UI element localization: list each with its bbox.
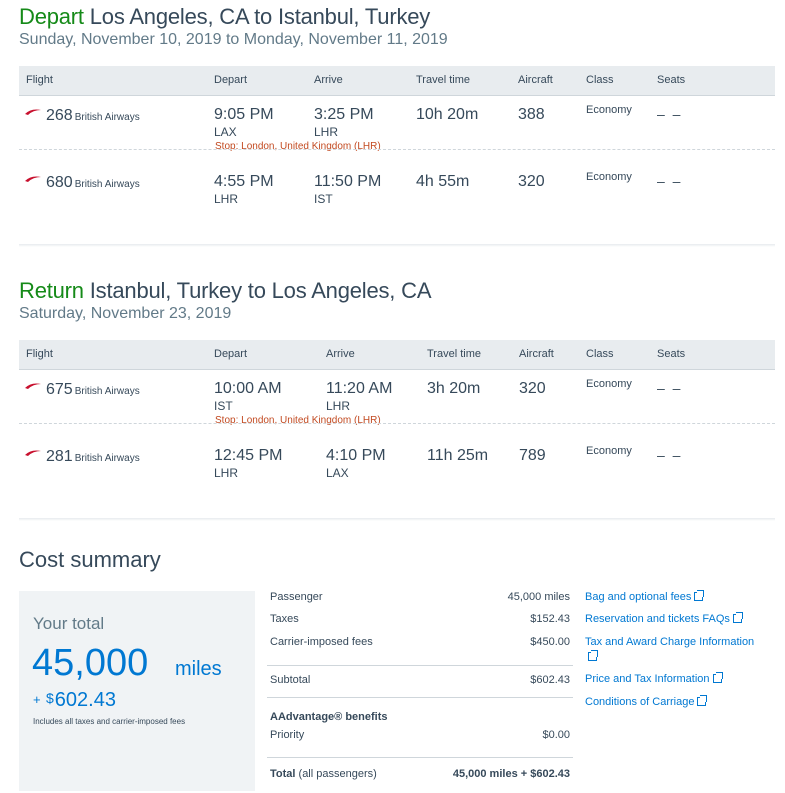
header-flight: Flight [26,74,53,86]
return-dates: Saturday, November 23, 2019 [19,305,232,322]
british-airways-logo-icon [25,175,41,183]
header-depart: Depart [214,74,248,86]
depart-airport: LAX [214,125,237,139]
subtotal-value: $602.43 [530,674,570,686]
stop-info: Stop: London, United Kingdom (LHR) [215,141,381,152]
taxes-value: $152.43 [530,613,570,625]
divider [267,665,573,666]
carrier-fees-value: $450.00 [530,636,570,648]
price-tax-info-link[interactable]: Price and Tax Information [585,672,722,687]
flight-row [19,163,775,223]
flight-number: 281 British Airways [46,448,140,465]
arrive-time: 4:10 PM [326,447,386,464]
travel-time: 11h 25m [427,447,489,464]
passenger-value: 45,000 miles [507,591,570,603]
taxes-label: Taxes [270,613,299,625]
depart-title [19,4,430,30]
cabin-class: Economy [586,171,632,183]
total-miles: 45,000 [32,642,149,684]
arrive-time: 3:25 PM [314,106,374,123]
british-airways-logo-icon [25,382,41,390]
header-arrive: Arrive [326,348,355,360]
depart-table-header [19,66,775,96]
your-total-label: Your total [33,614,105,633]
cost-summary-title: Cost summary [19,547,161,572]
seats: – – [657,173,683,189]
depart-airport: IST [214,399,233,413]
conditions-of-carriage-link[interactable]: Conditions of Carriage [585,695,706,710]
section-divider [19,244,775,247]
return-title [19,278,431,304]
external-link-icon [713,674,722,683]
divider [19,423,775,424]
subtotal-label: Subtotal [270,674,311,686]
flight-number: 675 British Airways [46,381,140,398]
seats: – – [657,380,683,396]
british-airways-logo-icon [25,449,41,457]
header-travel-time: Travel time [416,74,470,86]
bag-fees-link[interactable]: Bag and optional fees [585,590,703,605]
depart-keyword: Depart [19,4,84,29]
seats: – – [657,106,683,122]
depart-time: 4:55 PM [214,173,274,190]
cabin-class: Economy [586,378,632,390]
header-class: Class [586,348,614,360]
arrive-airport: LHR [326,399,351,413]
depart-airport: LHR [214,192,239,206]
arrive-airport: LAX [326,466,349,480]
travel-time: 4h 55m [416,173,470,190]
arrive-time: 11:50 PM [314,173,382,190]
divider [19,149,775,150]
external-link-icon [588,652,597,661]
header-aircraft: Aircraft [518,74,553,86]
header-seats: Seats [657,348,686,360]
total-cash: $602.43 [46,689,116,711]
flight-number: 680 British Airways [46,174,140,191]
carrier-fees-label: Carrier-imposed fees [270,636,373,648]
stop-info: Stop: London, United Kingdom (LHR) [215,415,381,426]
plus-sign: + [33,692,41,707]
flight-row [19,437,775,497]
depart-time: 10:00 AM [214,380,282,397]
cabin-class: Economy [586,445,632,457]
benefits-label: AAdvantage® benefits [270,711,388,723]
external-link-icon [733,614,742,623]
header-aircraft: Aircraft [519,348,554,360]
header-arrive: Arrive [314,74,343,86]
flight-row [19,96,775,156]
passenger-label: Passenger [270,591,323,603]
priority-label: Priority [270,729,305,741]
section-divider [19,518,775,521]
divider [267,697,573,698]
header-depart: Depart [214,348,248,360]
british-airways-logo-icon [25,108,41,116]
depart-route: Los Angeles, CA to Istanbul, Turkey [89,4,431,29]
tax-award-info-link[interactable]: Tax and Award Charge Information [585,635,765,665]
arrive-airport: IST [314,192,333,206]
external-link-icon [694,592,703,601]
aircraft: 320 [519,380,546,397]
arrive-time: 11:20 AM [326,380,393,397]
reservation-faqs-link[interactable]: Reservation and tickets FAQs [585,612,742,627]
total-note: Includes all taxes and carrier-imposed fees [33,717,186,726]
priority-value: $0.00 [542,729,570,741]
travel-time: 3h 20m [427,380,481,397]
external-link-icon [697,697,706,706]
total-label: Total (all passengers) [270,768,377,780]
aircraft: 320 [518,173,545,190]
flight-number: 268 British Airways [46,107,140,124]
total-value: 45,000 miles + $602.43 [452,768,570,780]
return-table-header [19,340,775,370]
return-route: Istanbul, Turkey to Los Angeles, CA [89,278,432,303]
travel-time: 10h 20m [416,106,479,123]
header-travel-time: Travel time [427,348,481,360]
depart-dates: Sunday, November 10, 2019 to Monday, November 11, 2019 [19,31,448,48]
divider [267,757,573,758]
header-seats: Seats [657,74,686,86]
return-keyword: Return [19,278,84,303]
arrive-airport: LHR [314,125,339,139]
header-class: Class [586,74,614,86]
header-flight: Flight [26,348,53,360]
flight-row [19,370,775,430]
your-total-box [19,591,255,791]
depart-time: 12:45 PM [214,447,283,464]
cabin-class: Economy [586,104,632,116]
depart-airport: LHR [214,466,239,480]
aircraft: 789 [519,447,546,464]
total-miles-unit: miles [175,658,222,680]
aircraft: 388 [518,106,545,123]
depart-time: 9:05 PM [214,106,274,123]
seats: – – [657,447,683,463]
